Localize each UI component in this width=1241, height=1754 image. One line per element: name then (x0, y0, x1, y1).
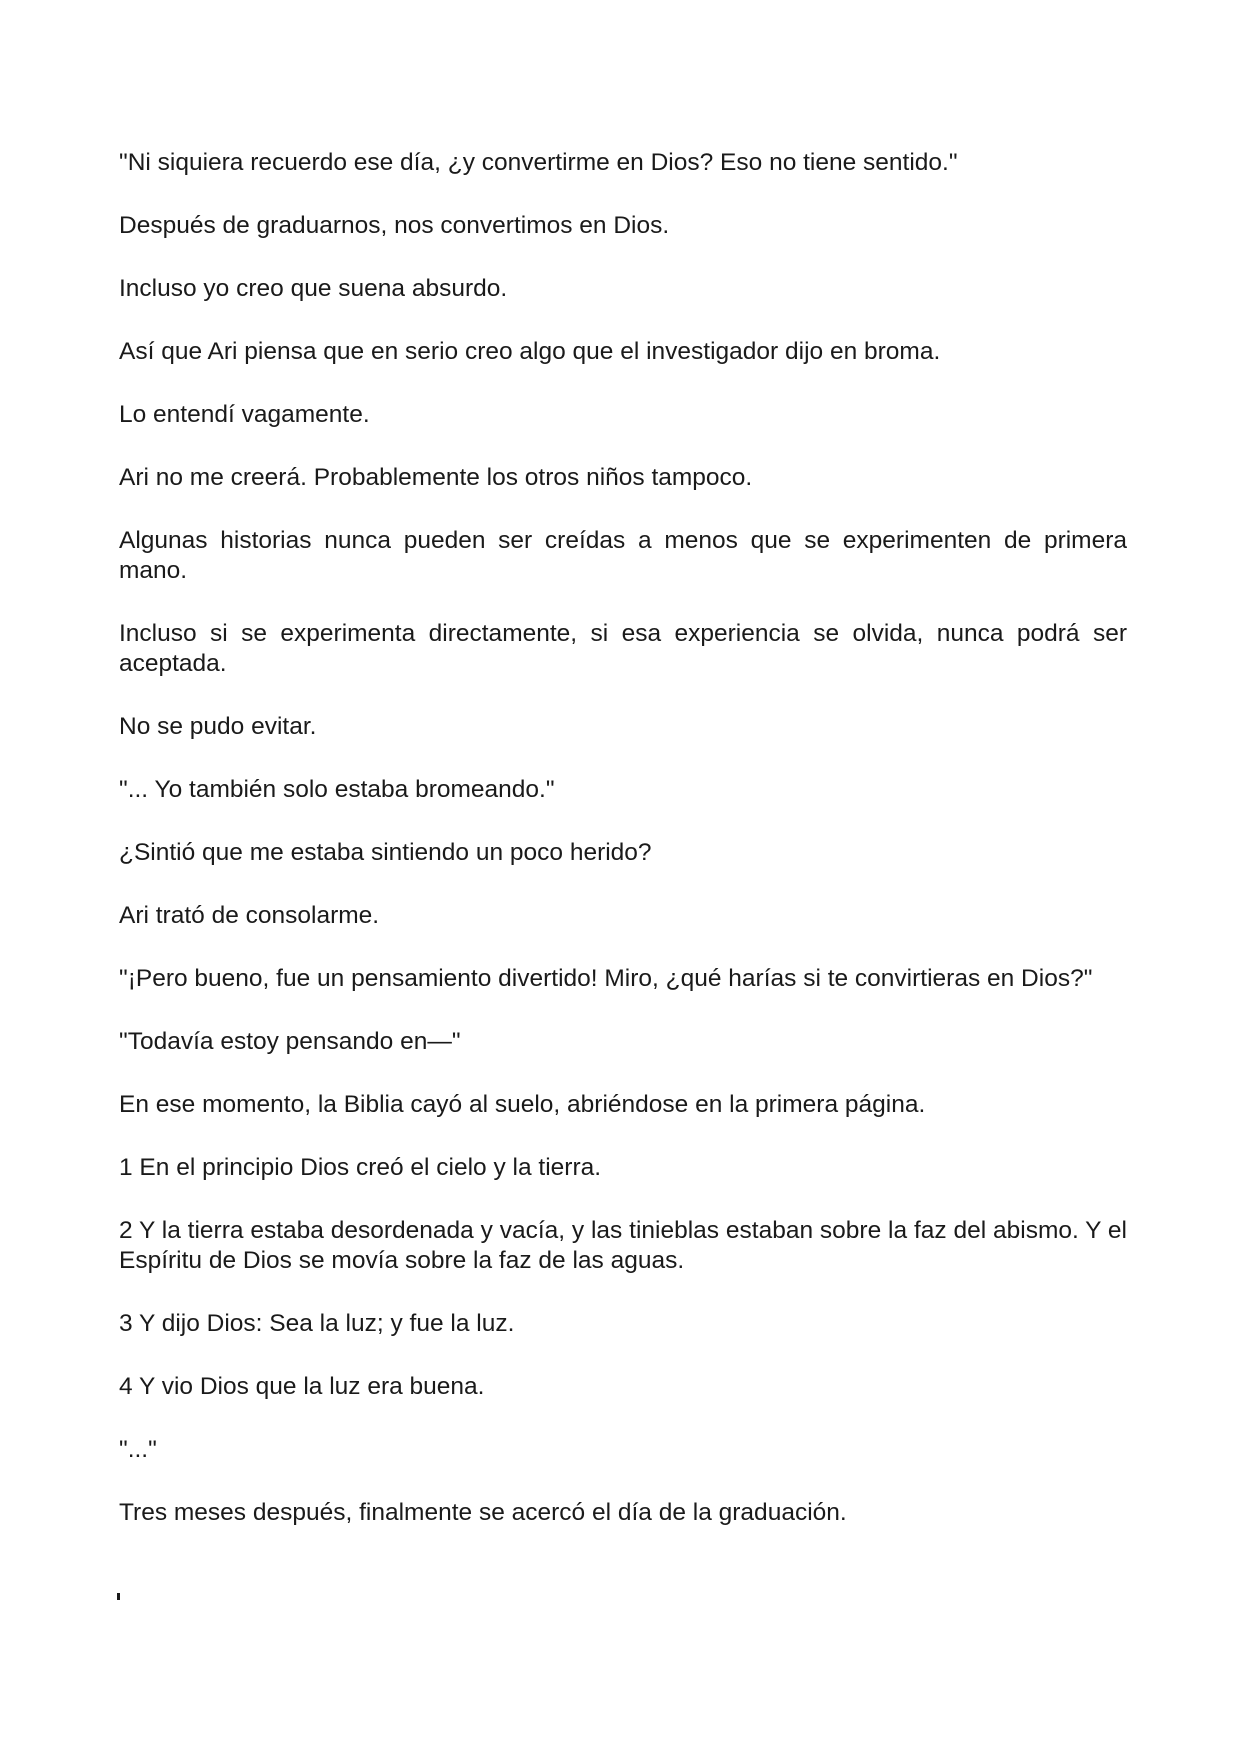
document-body (119, 148, 1127, 1561)
paragraph: Incluso si se experimenta directamente, si esa experiencia se olvida, nunca podrá ser aceptada. (119, 620, 1127, 677)
paragraph: Tres meses después, finalmente se acercó el día de la graduación. (119, 1499, 847, 1526)
stray-mark (117, 1593, 120, 1600)
paragraph: 3 Y dijo Dios: Sea la luz; y fue la luz. (119, 1310, 515, 1337)
paragraph: "Ni siquiera recuerdo ese día, ¿y convertirme en Dios? Eso no tiene sentido." (119, 149, 958, 176)
paragraph: Ari no me creerá. Probablemente los otros niños tampoco. (119, 464, 753, 491)
paragraph: "¡Pero bueno, fue un pensamiento divertido! Miro, ¿qué harías si te convirtieras en Dios?" (119, 965, 1093, 992)
paragraph: 4 Y vio Dios que la luz era buena. (119, 1373, 485, 1400)
paragraph: En ese momento, la Biblia cayó al suelo, abriéndose en la primera página. (119, 1091, 926, 1118)
paragraph: "... Yo también solo estaba bromeando." (119, 776, 555, 803)
paragraph: Algunas historias nunca pueden ser creídas a menos que se experimenten de primera mano. (119, 527, 1127, 584)
paragraph: No se pudo evitar. (119, 713, 317, 740)
paragraph: Ari trató de consolarme. (119, 902, 380, 929)
paragraph: "Todavía estoy pensando en—" (119, 1028, 461, 1055)
paragraph: Después de graduarnos, nos convertimos en Dios. (119, 212, 670, 239)
paragraph: ¿Sintió que me estaba sintiendo un poco herido? (119, 839, 652, 866)
paragraph: 1 En el principio Dios creó el cielo y la tierra. (119, 1154, 602, 1181)
paragraph: Incluso yo creo que suena absurdo. (119, 275, 508, 302)
paragraph: 2 Y la tierra estaba desordenada y vacía, y las tinieblas estaban sobre la faz del abismo. Y el Espíritu de Dios se movía sobre la faz de las aguas. (119, 1217, 1127, 1274)
paragraph: "..." (119, 1436, 157, 1463)
paragraph: Así que Ari piensa que en serio creo algo que el investigador dijo en broma. (119, 338, 941, 365)
paragraph: Lo entendí vagamente. (119, 401, 370, 428)
